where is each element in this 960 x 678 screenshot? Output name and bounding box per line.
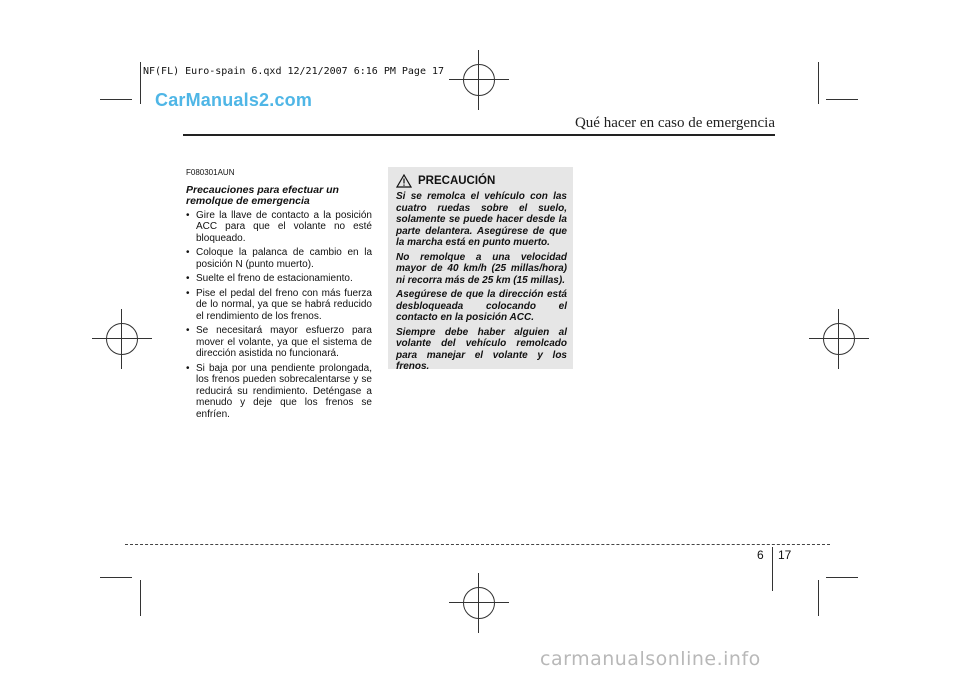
crop-mark bbox=[818, 62, 819, 104]
list-item: • Gire la llave de contacto a la posición ACC para que el volante no esté bloqueado. bbox=[186, 210, 372, 245]
crop-mark bbox=[140, 62, 141, 104]
registration-mark-left bbox=[92, 309, 152, 369]
warning-triangle-icon bbox=[396, 174, 412, 188]
list-item: • Si baja por una pendiente prolongada, los frenos pueden sobrecalentarse y se reducirá su rendimiento. Deténgase a menudo y deje que los frenos se enfríen. bbox=[186, 363, 372, 421]
list-item: • Suelte el freno de estacionamiento. bbox=[186, 273, 372, 285]
caution-paragraph: Siempre debe haber alguien al volante del vehículo remolcado para manejar el volante y los frenos. bbox=[396, 326, 567, 372]
crop-mark bbox=[818, 580, 819, 616]
crop-mark bbox=[100, 99, 132, 100]
caution-title: PRECAUCIÓN bbox=[418, 175, 496, 187]
crop-mark bbox=[826, 577, 858, 578]
registration-mark-right bbox=[809, 309, 869, 369]
chapter-number: 6 bbox=[757, 548, 764, 562]
watermark-top: CarManuals2.com bbox=[155, 90, 313, 110]
list-item: • Coloque la palanca de cambio en la posición N (punto muerto). bbox=[186, 247, 372, 270]
precautions-list bbox=[186, 210, 372, 421]
section-code: F080301AUN bbox=[186, 168, 235, 177]
watermark-bottom: carmanualsonline.info bbox=[540, 648, 761, 670]
towing-precautions-section bbox=[186, 167, 372, 423]
crop-mark bbox=[140, 580, 141, 616]
print-slug: NF(FL) Euro-spain 6.qxd 12/21/2007 6:16 PM Page 17 bbox=[143, 66, 445, 77]
registration-mark-top bbox=[449, 50, 509, 110]
caution-paragraph: Asegúrese de que la dirección está desbloqueada colocando el contacto en la posición ACC. bbox=[396, 289, 567, 323]
list-item: • Se necesitará mayor esfuerzo para mover el volante, ya que el sistema de dirección asistida no funcionará. bbox=[186, 325, 372, 360]
registration-mark-bottom bbox=[449, 573, 509, 633]
crop-mark bbox=[100, 577, 132, 578]
page-number: 17 bbox=[778, 548, 792, 562]
crop-mark bbox=[826, 99, 858, 100]
page-number-separator bbox=[772, 547, 773, 591]
page-title: Qué hacer en caso de emergencia bbox=[574, 115, 775, 131]
caution-paragraph: No remolque a una velocidad mayor de 40 km/h (25 millas/hora) ni recorra más de 25 km (15 millas). bbox=[396, 251, 567, 286]
section-subtitle: Precauciones para efectuar un remolque de emergencia bbox=[186, 183, 339, 207]
caution-paragraph: Si se remolca el vehículo con las cuatro ruedas sobre el suelo, solamente se puede hacer desde la parte delantera. Asegúrese de que la marcha está en punto muerto. bbox=[396, 191, 567, 248]
list-item: • Pise el pedal del freno con más fuerza de lo normal, ya que se habrá reducido el rendimiento de los frenos. bbox=[186, 288, 372, 323]
header-rule bbox=[183, 134, 775, 136]
footer-rule bbox=[125, 544, 830, 545]
caution-header bbox=[396, 174, 567, 188]
caution-box bbox=[388, 167, 573, 372]
